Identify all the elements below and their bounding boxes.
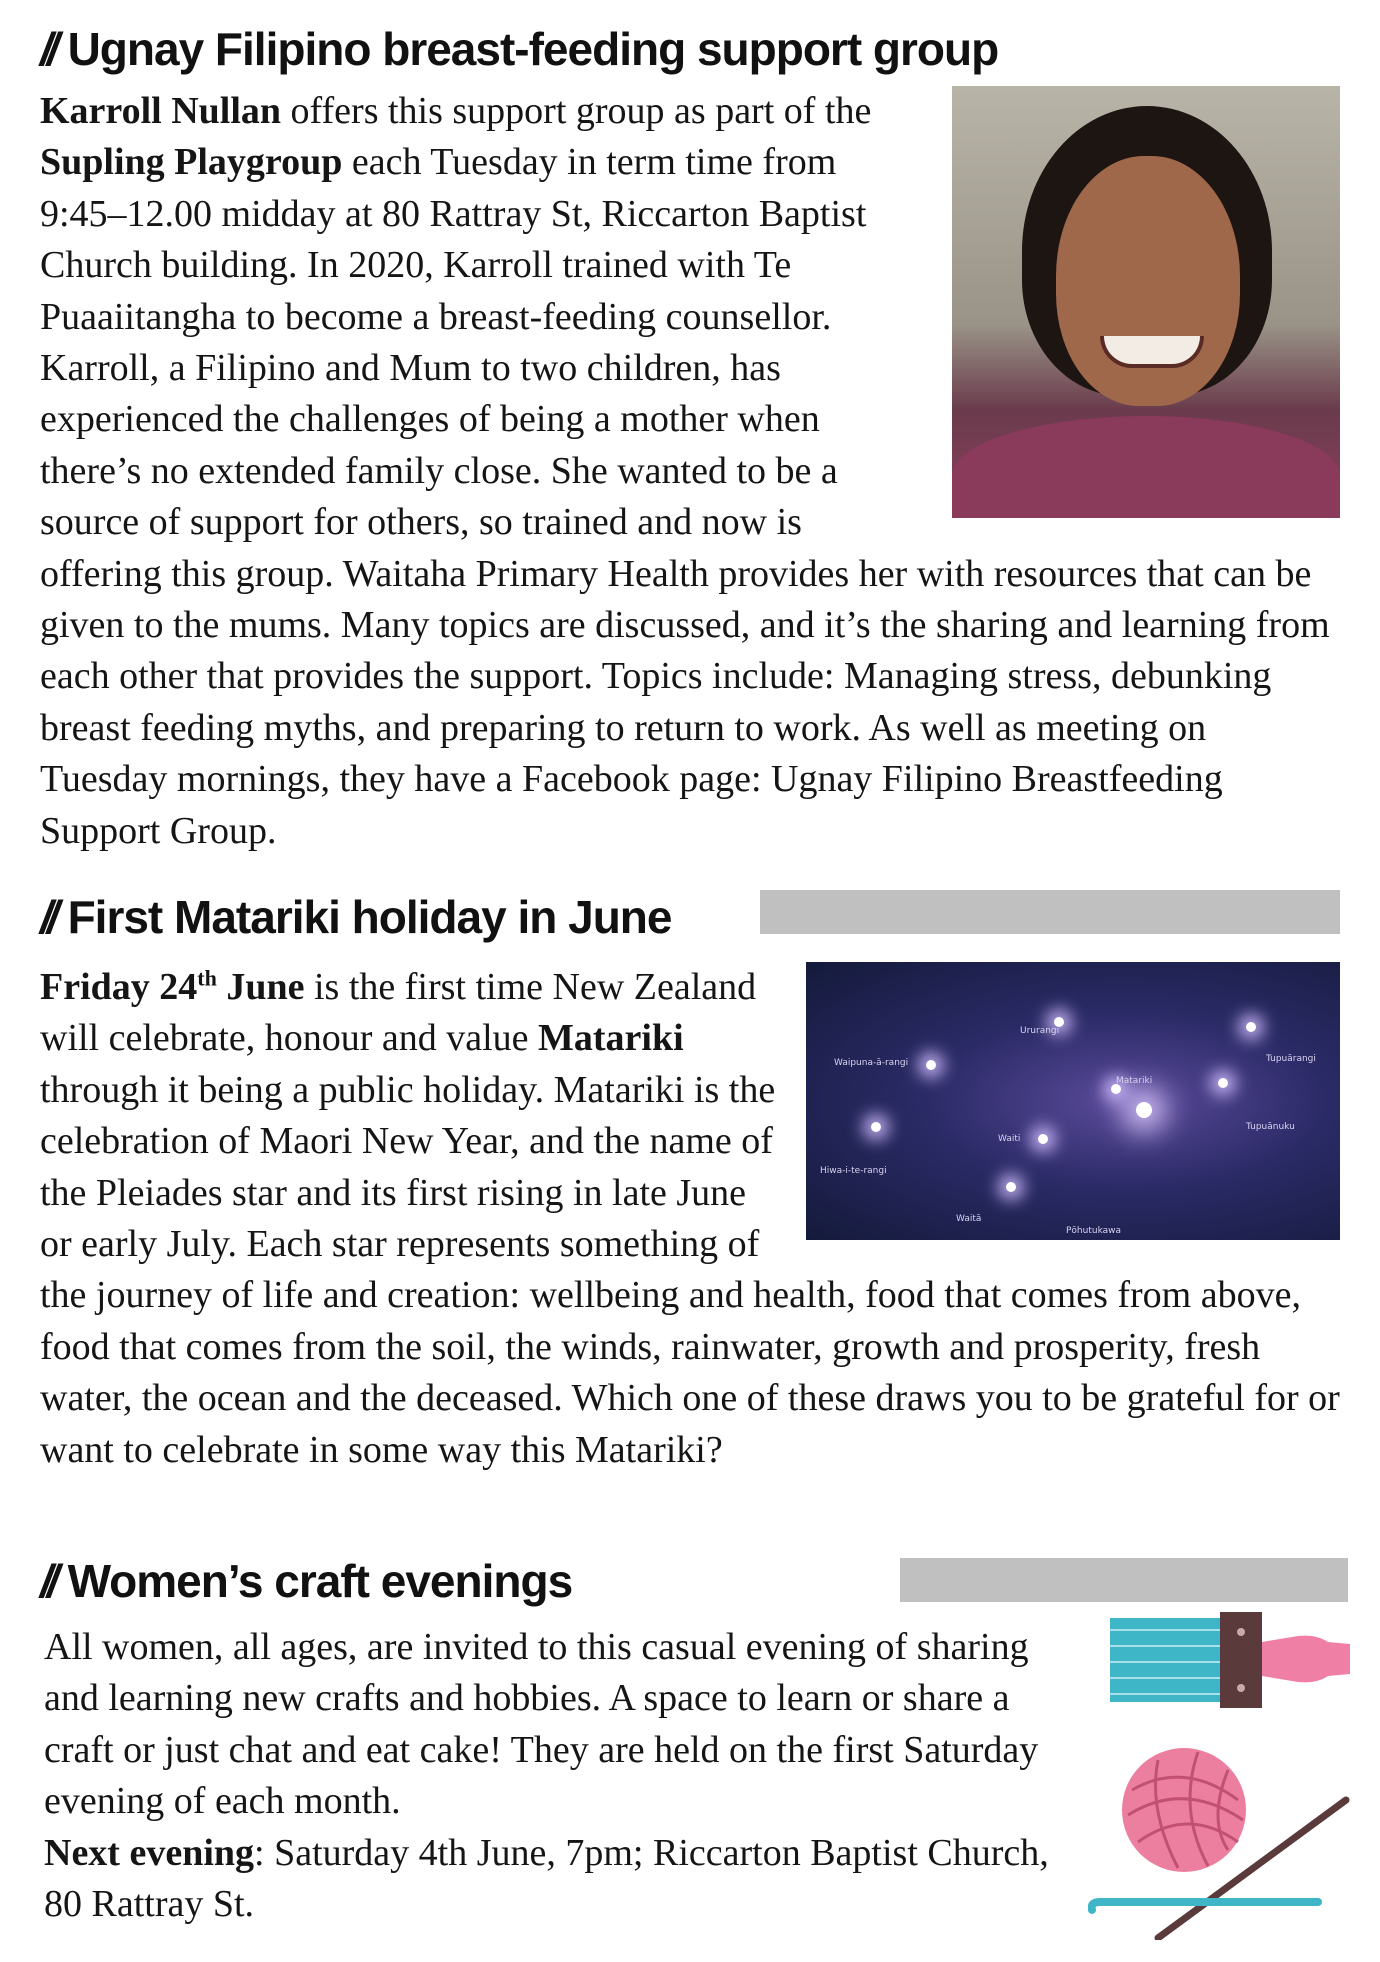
heading-text: First Matariki holiday in June — [67, 891, 672, 943]
yarn-ball-icon — [1122, 1748, 1246, 1872]
section-divider-bar — [760, 890, 1340, 934]
section-body-ugnay: Karroll Nullan offers this support group as part of the Supling Playgroup each Tuesday in term time from 9:45–12.00 midday at 80 Rattray St, Riccarton Baptist Church building. In 2020, Karroll trained with Te Puaaiitangha to become a breast-feeding counsellor. Karroll, a Filipino and Mum to two children, has experienced the challenges of being a mother when there’s no extended family close. She wanted to be a source of support for others, so trained and now is offering this group. Waitaha Primary Health provides her with resources that can be given to the mums. Many topics are discussed, and it’s the sharing and learning from each other that provides the support. Topics include: Managing stress, debunking breast feeding myths, and preparing to return to work. As well as meeting on Tuesday mornings, they have a Facebook page: Ugnay Filipino Breastfeeding Support Group. — [40, 86, 1340, 857]
matariki-star-chart: Waipuna-ā-rangi Ururangi Tupuārangi Matariki Tupuānuku Waiti Hiwa-i-te-rangi Waitā Pōhutukawa — [806, 962, 1340, 1240]
karroll-portrait-photo — [952, 86, 1340, 518]
section-heading-craft — [40, 1555, 573, 1607]
section-body-craft: All women, all ages, are invited to this casual evening of sharing and learning new crafts and hobbies. A space to learn or share a craft or just chat and eat cake! They are held on the first Saturday evening of each month. Next evening: Saturday 4th June, 7pm; Riccarton Baptist Church, 80 Rattray St. — [44, 1626, 1049, 1926]
playgroup-name: Supling Playgroup — [40, 141, 343, 184]
heading-text: Ugnay Filipino breast-feeding support group — [67, 23, 999, 75]
next-evening-label: Next evening — [44, 1831, 255, 1874]
section-heading-ugnay — [40, 23, 999, 75]
heading-text: Women’s craft evenings — [67, 1555, 573, 1607]
heading-marker: // — [40, 23, 54, 75]
person-name: Karroll Nullan — [40, 90, 282, 132]
section-body-matariki: Waipuna-ā-rangi Ururangi Tupuārangi Matariki Tupuānuku Waiti Hiwa-i-te-rangi Waitā Pōhutukawa Friday 24th June is the first time New Zealand will celebrate, honour and value Matariki through it being a public holiday. Matariki is the celebration of Maori New Year, and the name of the Pleiades star and its first rising in late June or early July. Each star represents something of the journey of life and creation: wellbeing and health, food that comes from above, food that comes from the soil, the winds, rainwater, growth and prosperity, fresh water, the ocean and the deceased. Which one of these draws you to be grateful for or want to celebrate in some way this Matariki? — [40, 962, 1340, 1476]
paintbrush-icon — [1110, 1612, 1350, 1708]
craft-illustration — [1088, 1610, 1350, 1940]
heading-marker: // — [40, 1555, 54, 1607]
heading-marker: // — [40, 891, 54, 943]
section-heading-matariki — [40, 891, 672, 943]
holiday-date: Friday 24th June — [40, 965, 305, 1008]
matariki-term: Matariki — [538, 1017, 684, 1060]
section-divider-bar — [900, 1558, 1348, 1602]
